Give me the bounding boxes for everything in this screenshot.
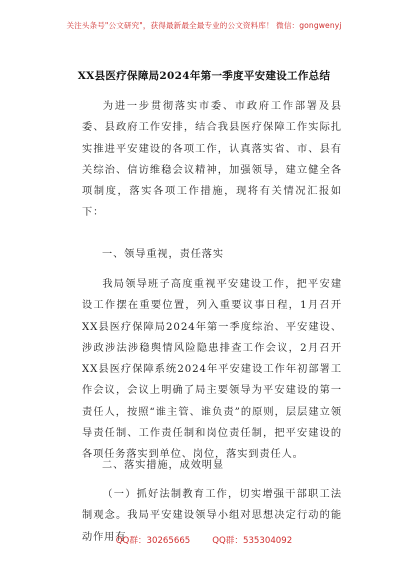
document-title: XX县医疗保障局2024年第一季度平安建设工作总结 [77,70,331,82]
footer-qq-group-2: QQ群：535304092 [212,536,293,546]
header-promo-note: 关注头条号"公文研究"，获得最新最全最专业的公文资料库！ 微信：gongwenyj [66,21,342,30]
section-1-heading: 一、领导重视，责任落实 [102,249,224,260]
footer-qq-group-1: QQ群：30265665 [115,536,191,546]
footer-contact [0,534,408,546]
section-2-text: （一）抓好法制教育工作，切实增强干部职工法制观念。我局平安建设领导小组对思想决定行动的能动作用有 [82,489,342,543]
section-2-heading: 二、落实措施，成效明显 [102,460,224,471]
intro-text: 为进一步贯彻落实市委、市政府工作部署及县委、县政府工作安排，结合我县医疗保障工作实际扎实推进平安建设的各项工作，认真落实省、市、县有关综治、信访维稳会议精神，加强领导，建立健全各项制度，落实各项工作措施，现将有关情况汇报如下： [82,101,342,219]
section-1-text: 我局领导班子高度重视平安建设工作，把平安建设工作摆在重要位置，列入重要议事日程，1月召开XX县医疗保障局2024年第一季度综治、平安建设、涉政涉法涉稳舆情风险隐患排查工作会议，2月召开XX县医疗保障系统2024年平安建设工作年初部署工作会议，会议上明确了局主要领导为平安建设的第一责任人，按照“谁主管、谁负责”的原则，层层建立领导责任制、工作责任制和岗位责任制，把平安建设的各项任务落实到单位、岗位，落实到责任人。 [82,279,342,461]
intro-paragraph [82,96,342,224]
section-1-paragraph [82,274,342,466]
